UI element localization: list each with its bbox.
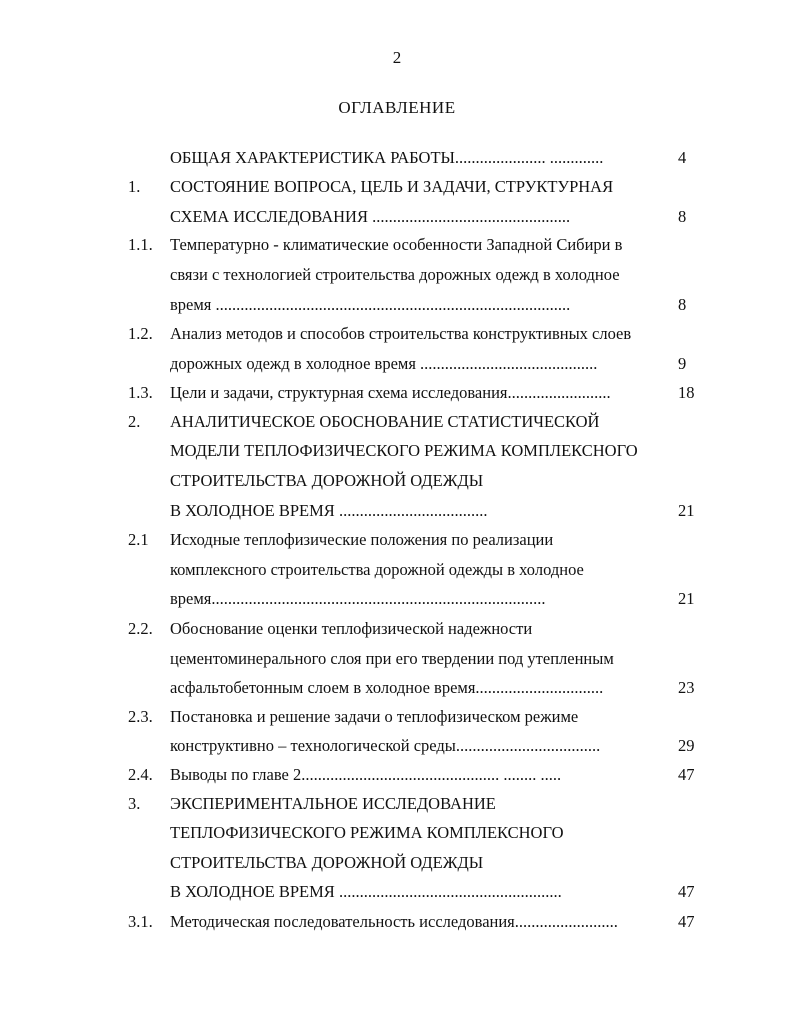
toc-entry-page: 9 (678, 354, 687, 373)
toc-entry-page: 21 (678, 501, 695, 520)
toc-entry-text: комплексного строительства дорожной одежды в холодное (170, 560, 584, 579)
toc-entry-text: СТРОИТЕЛЬСТВА ДОРОЖНОЙ ОДЕЖДЫ (170, 471, 484, 490)
toc-entry-page: 8 (678, 207, 687, 226)
toc-entry-text: время................................................................................. (170, 589, 546, 608)
toc-entry-text: Цели и задачи, структурная схема исследования......................... (170, 383, 611, 402)
page-number: 2 (392, 48, 402, 67)
toc-entry-number: 3. (128, 794, 141, 813)
toc-entry-text: конструктивно – технологической среды................................... (170, 736, 601, 755)
toc-entry-text: дорожных одежд в холодное время ........................................... (170, 354, 598, 373)
toc-entry-number: 2.1 (128, 530, 149, 549)
toc-entry-text: ТЕПЛОФИЗИЧЕСКОГО РЕЖИМА КОМПЛЕКСНОГО (170, 823, 564, 842)
page-title: ОГЛАВЛЕНИЕ (338, 98, 456, 117)
toc-entry-page: 8 (678, 295, 687, 314)
toc-entry-text: Анализ методов и способов строительства конструктивных слоев (170, 324, 632, 343)
toc-entry-page: 47 (678, 765, 695, 784)
toc-entry-text: В ХОЛОДНОЕ ВРЕМЯ .................................... (170, 501, 488, 520)
toc-entry-number: 1.3. (128, 383, 153, 402)
toc-entry-page: 23 (678, 678, 695, 697)
toc-entry-text: асфальтобетонным слоем в холодное время............................... (170, 678, 604, 697)
toc-entry-text: ОБЩАЯ ХАРАКТЕРИСТИКА РАБОТЫ...................... ............. (170, 148, 604, 167)
toc-entry-text: СТРОИТЕЛЬСТВА ДОРОЖНОЙ ОДЕЖДЫ (170, 853, 484, 872)
toc-entry-text: цементоминерального слоя при его твердении под утепленным (170, 649, 614, 668)
toc-entry-text: Методическая последовательность исследования......................... (170, 912, 618, 931)
toc-entry-text: время ...................................................................................... (170, 295, 571, 314)
toc-entry-number: 2. (128, 412, 141, 431)
toc-entry-page: 21 (678, 589, 695, 608)
toc-entry-text: Температурно - климатические особенности Западной Сибири в (170, 235, 623, 254)
toc-entry-text: Исходные теплофизические положения по реализации (170, 530, 554, 549)
toc-entry-text: Постановка и решение задачи о теплофизическом режиме (170, 707, 579, 726)
toc-entry-page: 47 (678, 912, 695, 931)
toc-entry-number: 1.1. (128, 235, 153, 254)
toc-entry-number: 1. (128, 177, 141, 196)
toc-entry-number: 2.3. (128, 707, 153, 726)
toc-entry-page: 29 (678, 736, 695, 755)
toc-entry-text: связи с технологией строительства дорожных одежд в холодное (170, 265, 620, 284)
toc-entry-text: Обоснование оценки теплофизической надежности (170, 619, 533, 638)
toc-entry-text: МОДЕЛИ ТЕПЛОФИЗИЧЕСКОГО РЕЖИМА КОМПЛЕКСНОГО (170, 441, 638, 460)
toc-entry-text: СХЕМА ИССЛЕДОВАНИЯ ................................................ (170, 207, 571, 226)
toc-entry-page: 47 (678, 882, 695, 901)
toc-entry-text: ЭКСПЕРИМЕНТАЛЬНОЕ ИССЛЕДОВАНИЕ (170, 794, 496, 813)
toc-entry-number: 1.2. (128, 324, 153, 343)
toc-entry-number: 3.1. (128, 912, 153, 931)
toc-entry-text: Выводы по главе 2................................................ ........ ..... (170, 765, 562, 784)
toc-entry-text: АНАЛИТИЧЕСКОЕ ОБОСНОВАНИЕ СТАТИСТИЧЕСКОЙ (170, 412, 600, 431)
toc-entry-number: 2.2. (128, 619, 153, 638)
toc-entry-number: 2.4. (128, 765, 153, 784)
toc-entry-text: В ХОЛОДНОЕ ВРЕМЯ ...................................................... (170, 882, 562, 901)
toc-entry-page: 4 (678, 148, 687, 167)
toc-entry-page: 18 (678, 383, 695, 402)
toc-entry-text: СОСТОЯНИЕ ВОПРОСА, ЦЕЛЬ И ЗАДАЧИ, СТРУКТУРНАЯ (170, 177, 614, 196)
